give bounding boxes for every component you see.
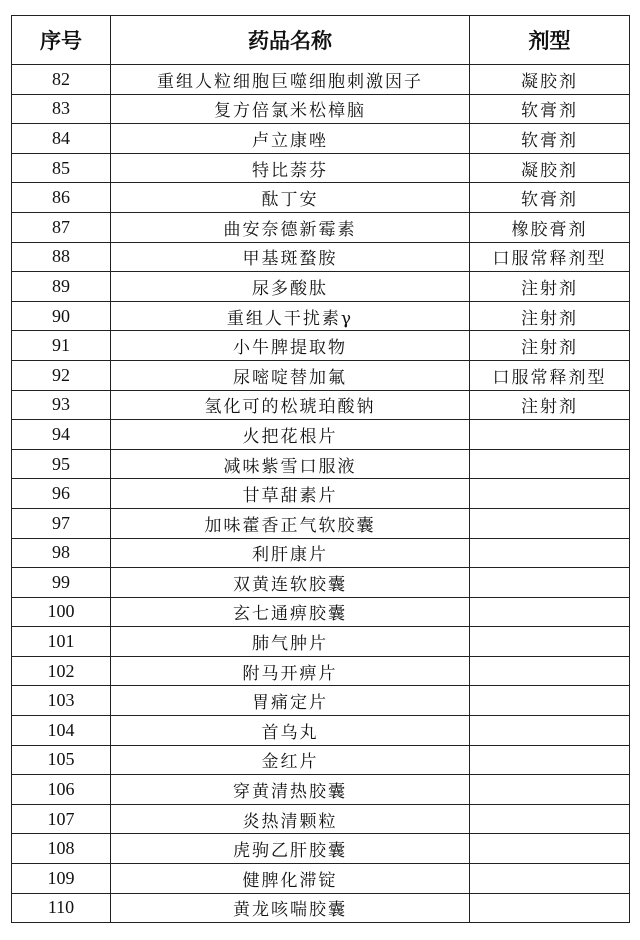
- row-number-cell: 108: [12, 834, 111, 864]
- row-number-cell: 97: [12, 508, 111, 538]
- row-drug-name-cell: 尿嘧啶替加氟: [111, 360, 470, 390]
- row-drug-name-cell: 小牛脾提取物: [111, 331, 470, 361]
- row-drug-name-cell: 火把花根片: [111, 420, 470, 450]
- row-number-cell: 90: [12, 301, 111, 331]
- row-number-cell: 94: [12, 420, 111, 450]
- row-drug-name-cell: 复方倍氯米松樟脑: [111, 94, 470, 124]
- table-row: [12, 360, 630, 390]
- row-dosage-form-cell: [470, 834, 630, 864]
- row-number-cell: 87: [12, 212, 111, 242]
- row-dosage-form-cell: [470, 597, 630, 627]
- row-number-cell: 92: [12, 360, 111, 390]
- row-drug-name-cell: 利肝康片: [111, 538, 470, 568]
- row-dosage-form-cell: 软膏剂: [470, 124, 630, 154]
- row-dosage-form-cell: [470, 716, 630, 746]
- row-drug-name-cell: 附马开痹片: [111, 656, 470, 686]
- row-number-cell: 84: [12, 124, 111, 154]
- table-row: [12, 449, 630, 479]
- row-drug-name-cell: 曲安奈德新霉素: [111, 212, 470, 242]
- row-number-cell: 89: [12, 272, 111, 302]
- row-dosage-form-cell: 注射剂: [470, 390, 630, 420]
- row-drug-name-cell: 首乌丸: [111, 716, 470, 746]
- table-row: [12, 834, 630, 864]
- table-row: [12, 479, 630, 509]
- row-drug-name-cell: 加味藿香正气软胶囊: [111, 508, 470, 538]
- table-row: [12, 745, 630, 775]
- row-dosage-form-cell: [470, 745, 630, 775]
- row-drug-name-cell: 健脾化滞锭: [111, 864, 470, 894]
- row-number-cell: 107: [12, 804, 111, 834]
- row-number-cell: 82: [12, 65, 111, 95]
- row-drug-name-cell: 黄龙咳喘胶囊: [111, 893, 470, 923]
- row-dosage-form-cell: [470, 420, 630, 450]
- table-body: [12, 65, 630, 923]
- row-drug-name-cell: 卢立康唑: [111, 124, 470, 154]
- row-number-cell: 88: [12, 242, 111, 272]
- row-dosage-form-cell: [470, 864, 630, 894]
- row-number-cell: 103: [12, 686, 111, 716]
- row-dosage-form-cell: 橡胶膏剂: [470, 212, 630, 242]
- row-drug-name-cell: 炎热清颗粒: [111, 804, 470, 834]
- row-drug-name-cell: 玄七通痹胶囊: [111, 597, 470, 627]
- row-dosage-form-cell: [470, 627, 630, 657]
- row-drug-name-cell: 双黄连软胶囊: [111, 568, 470, 598]
- table-row: [12, 183, 630, 213]
- row-drug-name-cell: 酞丁安: [111, 183, 470, 213]
- row-dosage-form-cell: [470, 893, 630, 923]
- row-dosage-form-cell: 软膏剂: [470, 183, 630, 213]
- table-row: [12, 124, 630, 154]
- row-dosage-form-cell: [470, 686, 630, 716]
- table-row: [12, 94, 630, 124]
- table-row: [12, 775, 630, 805]
- row-dosage-form-cell: [470, 656, 630, 686]
- row-drug-name-cell: 金红片: [111, 745, 470, 775]
- row-drug-name-cell: 特比萘芬: [111, 153, 470, 183]
- row-drug-name-cell: 重组人粒细胞巨噬细胞刺激因子: [111, 65, 470, 95]
- table-row: [12, 627, 630, 657]
- table-row: [12, 508, 630, 538]
- row-dosage-form-cell: 凝胶剂: [470, 153, 630, 183]
- row-number-cell: 105: [12, 745, 111, 775]
- row-number-cell: 109: [12, 864, 111, 894]
- drug-list-table-wrapper: [11, 15, 629, 923]
- row-dosage-form-cell: 软膏剂: [470, 94, 630, 124]
- row-number-cell: 106: [12, 775, 111, 805]
- table-row: [12, 804, 630, 834]
- header-number: 序号: [12, 16, 111, 65]
- row-dosage-form-cell: 注射剂: [470, 301, 630, 331]
- table-row: [12, 716, 630, 746]
- row-number-cell: 102: [12, 656, 111, 686]
- table-row: [12, 65, 630, 95]
- row-number-cell: 104: [12, 716, 111, 746]
- row-number-cell: 101: [12, 627, 111, 657]
- row-dosage-form-cell: 凝胶剂: [470, 65, 630, 95]
- row-dosage-form-cell: [470, 508, 630, 538]
- table-row: [12, 272, 630, 302]
- row-dosage-form-cell: [470, 804, 630, 834]
- row-number-cell: 100: [12, 597, 111, 627]
- row-dosage-form-cell: [470, 479, 630, 509]
- header-dosage-form: 剂型: [470, 16, 630, 65]
- table-row: [12, 656, 630, 686]
- row-dosage-form-cell: [470, 538, 630, 568]
- table-row: [12, 686, 630, 716]
- row-drug-name-cell: 胃痛定片: [111, 686, 470, 716]
- table-row: [12, 153, 630, 183]
- table-row: [12, 893, 630, 923]
- row-number-cell: 93: [12, 390, 111, 420]
- row-dosage-form-cell: 注射剂: [470, 331, 630, 361]
- table-row: [12, 242, 630, 272]
- table-header-row: [12, 16, 630, 65]
- row-number-cell: 91: [12, 331, 111, 361]
- row-number-cell: 99: [12, 568, 111, 598]
- row-dosage-form-cell: 注射剂: [470, 272, 630, 302]
- row-number-cell: 95: [12, 449, 111, 479]
- table-row: [12, 538, 630, 568]
- table-row: [12, 420, 630, 450]
- table-row: [12, 301, 630, 331]
- table-row: [12, 864, 630, 894]
- row-dosage-form-cell: 口服常释剂型: [470, 360, 630, 390]
- row-number-cell: 86: [12, 183, 111, 213]
- row-drug-name-cell: 氢化可的松琥珀酸钠: [111, 390, 470, 420]
- row-dosage-form-cell: [470, 568, 630, 598]
- row-dosage-form-cell: [470, 775, 630, 805]
- table-row: [12, 212, 630, 242]
- row-drug-name-cell: 尿多酸肽: [111, 272, 470, 302]
- row-dosage-form-cell: [470, 449, 630, 479]
- row-number-cell: 83: [12, 94, 111, 124]
- table-row: [12, 331, 630, 361]
- table-row: [12, 597, 630, 627]
- row-drug-name-cell: 甘草甜素片: [111, 479, 470, 509]
- row-number-cell: 110: [12, 893, 111, 923]
- row-number-cell: 96: [12, 479, 111, 509]
- table-row: [12, 568, 630, 598]
- row-drug-name-cell: 重组人干扰素γ: [111, 301, 470, 331]
- row-drug-name-cell: 减味紫雪口服液: [111, 449, 470, 479]
- row-dosage-form-cell: 口服常释剂型: [470, 242, 630, 272]
- table-row: [12, 390, 630, 420]
- row-drug-name-cell: 虎驹乙肝胶囊: [111, 834, 470, 864]
- row-drug-name-cell: 甲基斑蝥胺: [111, 242, 470, 272]
- row-drug-name-cell: 肺气肿片: [111, 627, 470, 657]
- drug-list-table: [11, 15, 630, 923]
- row-number-cell: 98: [12, 538, 111, 568]
- row-drug-name-cell: 穿黄清热胶囊: [111, 775, 470, 805]
- header-drug-name: 药品名称: [111, 16, 470, 65]
- row-number-cell: 85: [12, 153, 111, 183]
